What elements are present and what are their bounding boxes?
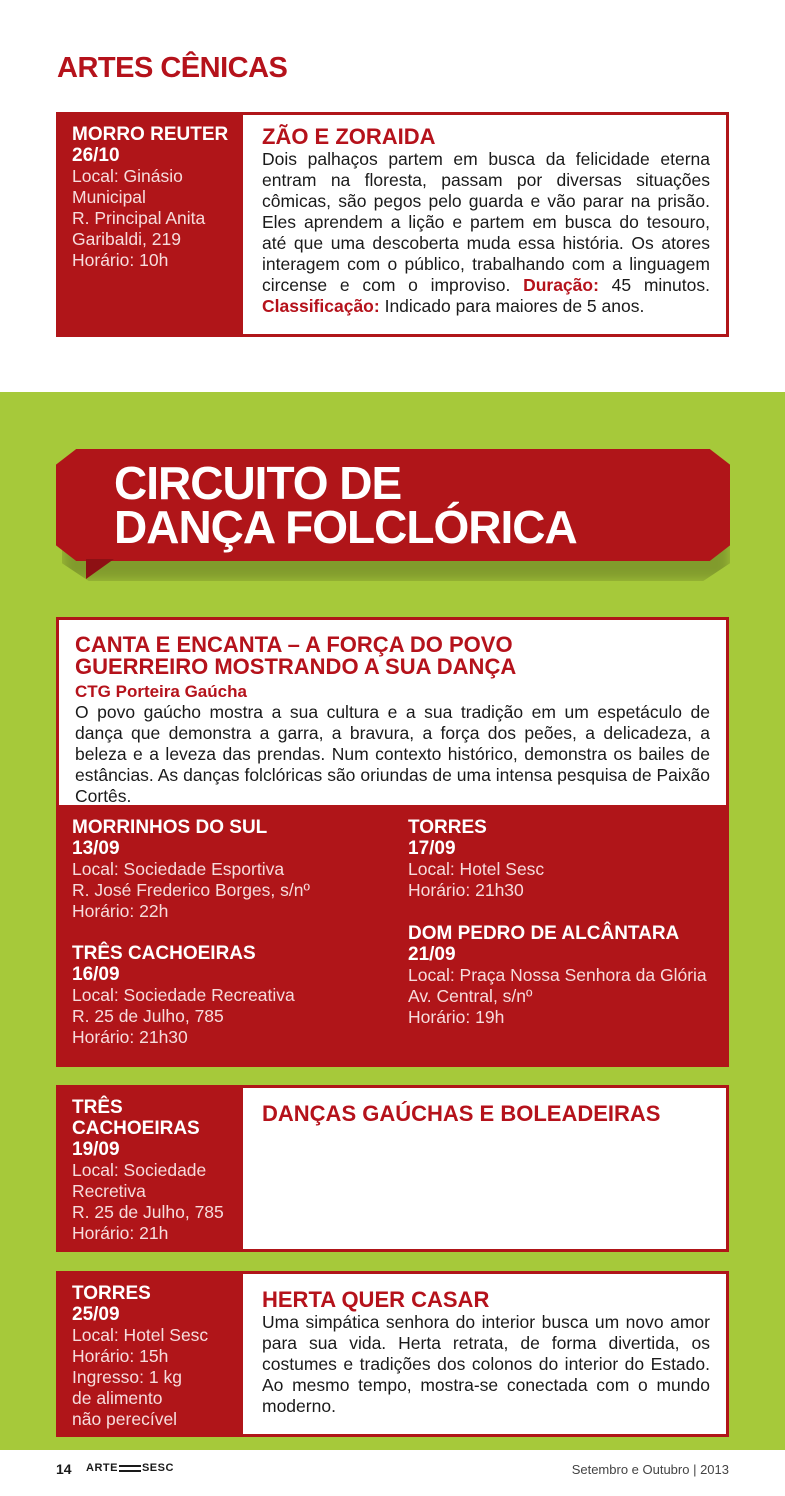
event-info-line: Local: Hotel Sesc [72,1325,209,1345]
event-title: HERTA QUER CASAR [262,1287,490,1312]
classification-value: Indicado para maiores de 5 anos. [384,296,645,316]
event-card-zao-e-zoraida [56,112,729,337]
circuito-banner [56,449,730,589]
event-sidebar [59,115,243,334]
venue-city: TORRES [408,817,487,838]
venue-info-line: Horário: 22h [72,901,169,921]
event-info-line: Horário: 21h [72,1223,169,1243]
venue-dom-pedro-de-alcantara [408,923,707,1028]
logo-text-left: ARTE [86,1462,118,1474]
issue-date: Setembro e Outubro | 2013 [571,1462,729,1477]
banner-title-line2: DANÇA FOLCLÓRICA [114,501,577,553]
venue-date: 21/09 [408,944,456,965]
logo-bar-icon [119,1465,141,1472]
banner-title [114,457,577,553]
venue-city: MORRINHOS DO SUL [72,817,268,838]
classification-label: Classificação: [262,296,380,316]
venue-morrinhos-do-sul [72,817,310,922]
event-date: 26/10 [72,145,120,166]
event-date: 19/09 [72,1139,120,1160]
event-group: CTG Porteira Gaúcha [75,682,247,701]
event-title: ZÃO E ZORAIDA [262,124,436,149]
event-title: DANÇAS GAÚCHAS E BOLEADEIRAS [262,1101,661,1126]
logo-text-right: SESC [141,1462,174,1474]
event-info-line: Horário: 15h [72,1346,169,1366]
event-city: MORRO REUTER [72,124,229,145]
event-city-line2: CACHOEIRAS [72,1118,200,1139]
event-sidebar [59,1274,243,1434]
event-title-line2: GUERREIRO MOSTRANDO A SUA DANÇA [75,654,517,679]
event-description [262,149,710,317]
event-content [243,1274,726,1434]
artesesc-logo [86,1462,174,1474]
banner-ribbon-fold [86,559,114,579]
event-title-line1: CANTA E ENCANTA – A FORÇA DO POVO [75,632,513,657]
page-number: 14 [56,1461,72,1477]
event-description-text: Dois palhaços partem em busca da felicidade eterna entram na floresta, passam por diversas situações cômicas, são pegos pelo guarda e vão parar na prisão. Eles aprendem a lição e partem em busca do tesouro, até que uma descoberta muda essa história. Os atores interagem com o público, trabalhando com a linguagem circense e com o improviso. [262,149,710,295]
venue-date: 16/09 [72,964,120,985]
event-content [243,115,726,334]
venue-city: TRÊS CACHOEIRAS [72,943,256,964]
duration-label: Duração: [523,275,599,295]
event-info-line: Local: Sociedade [72,1160,207,1180]
event-description: O povo gaúcho mostra a sua cultura e a sua tradição em um espetáculo de dança que demonstra a garra, a bravura, a força dos peões, a delicadeza, a beleza e a leveza das prendas. Num contexto histórico, demonstra os bailes de estâncias. As danças folclóricas são oriundas de uma intensa pesquisa de Paixão Cortês. [75,702,710,806]
venue-info-line: Local: Sociedade Recreativa [72,985,295,1005]
venue-info-line: Local: Sociedade Esportiva [72,859,285,879]
venue-info-line: Local: Hotel Sesc [408,859,545,879]
venue-city: DOM PEDRO DE ALCÂNTARA [408,923,680,944]
event-info-line: Recretiva [72,1181,146,1201]
event-info-line: Municipal [72,187,146,207]
venue-info-line: R. 25 de Julho, 785 [72,1006,224,1026]
event-info-line: Horário: 10h [72,250,169,270]
event-info-line: não perecível [72,1409,178,1429]
venue-tres-cachoeiras [72,943,295,1048]
event-card-canta-e-encanta [56,617,729,1067]
event-date: 25/09 [72,1304,120,1325]
event-city-line1: TRÊS [72,1097,123,1118]
event-content [59,620,726,805]
event-info-line: de alimento [72,1388,163,1408]
event-card-herta-quer-casar [56,1271,729,1437]
page-footer [0,1450,785,1496]
event-info-line: Ingresso: 1 kg [72,1367,182,1387]
venue-torres [408,817,544,901]
venue-info-line: Horário: 21h30 [72,1027,188,1047]
event-card-dancas-gauchas [56,1085,729,1252]
event-city: TORRES [72,1283,151,1304]
event-info-line: Garibaldi, 219 [72,229,181,249]
event-info-line: R. Principal Anita [72,208,206,228]
duration-value: 45 minutos. [611,275,710,295]
event-description: Uma simpática senhora do interior busca um novo amor para sua vida. Herta retrata, de forma divertida, os costumes e tradições dos colonos do interior do Estado. Ao mesmo tempo, mostra-se conectada com o mundo moderno. [262,1312,710,1416]
venue-info-line: Av. Central, s/nº [408,986,533,1006]
event-info-line: R. 25 de Julho, 785 [72,1202,224,1222]
event-content [243,1088,726,1249]
event-sidebar [59,1088,243,1249]
venue-info-line: Horário: 21h30 [408,880,524,900]
venue-info-line: R. José Frederico Borges, s/nº [72,880,310,900]
venue-info-line: Local: Praça Nossa Senhora da Glória [408,965,707,985]
banner-title-line1: CIRCUITO DE [114,457,402,509]
section-title-artes-cenicas: ARTES CÊNICAS [57,52,288,84]
event-info-line: Local: Ginásio [72,166,183,186]
venue-date: 17/09 [408,838,456,859]
venue-info-line: Horário: 19h [408,1007,505,1027]
venue-date: 13/09 [72,838,120,859]
